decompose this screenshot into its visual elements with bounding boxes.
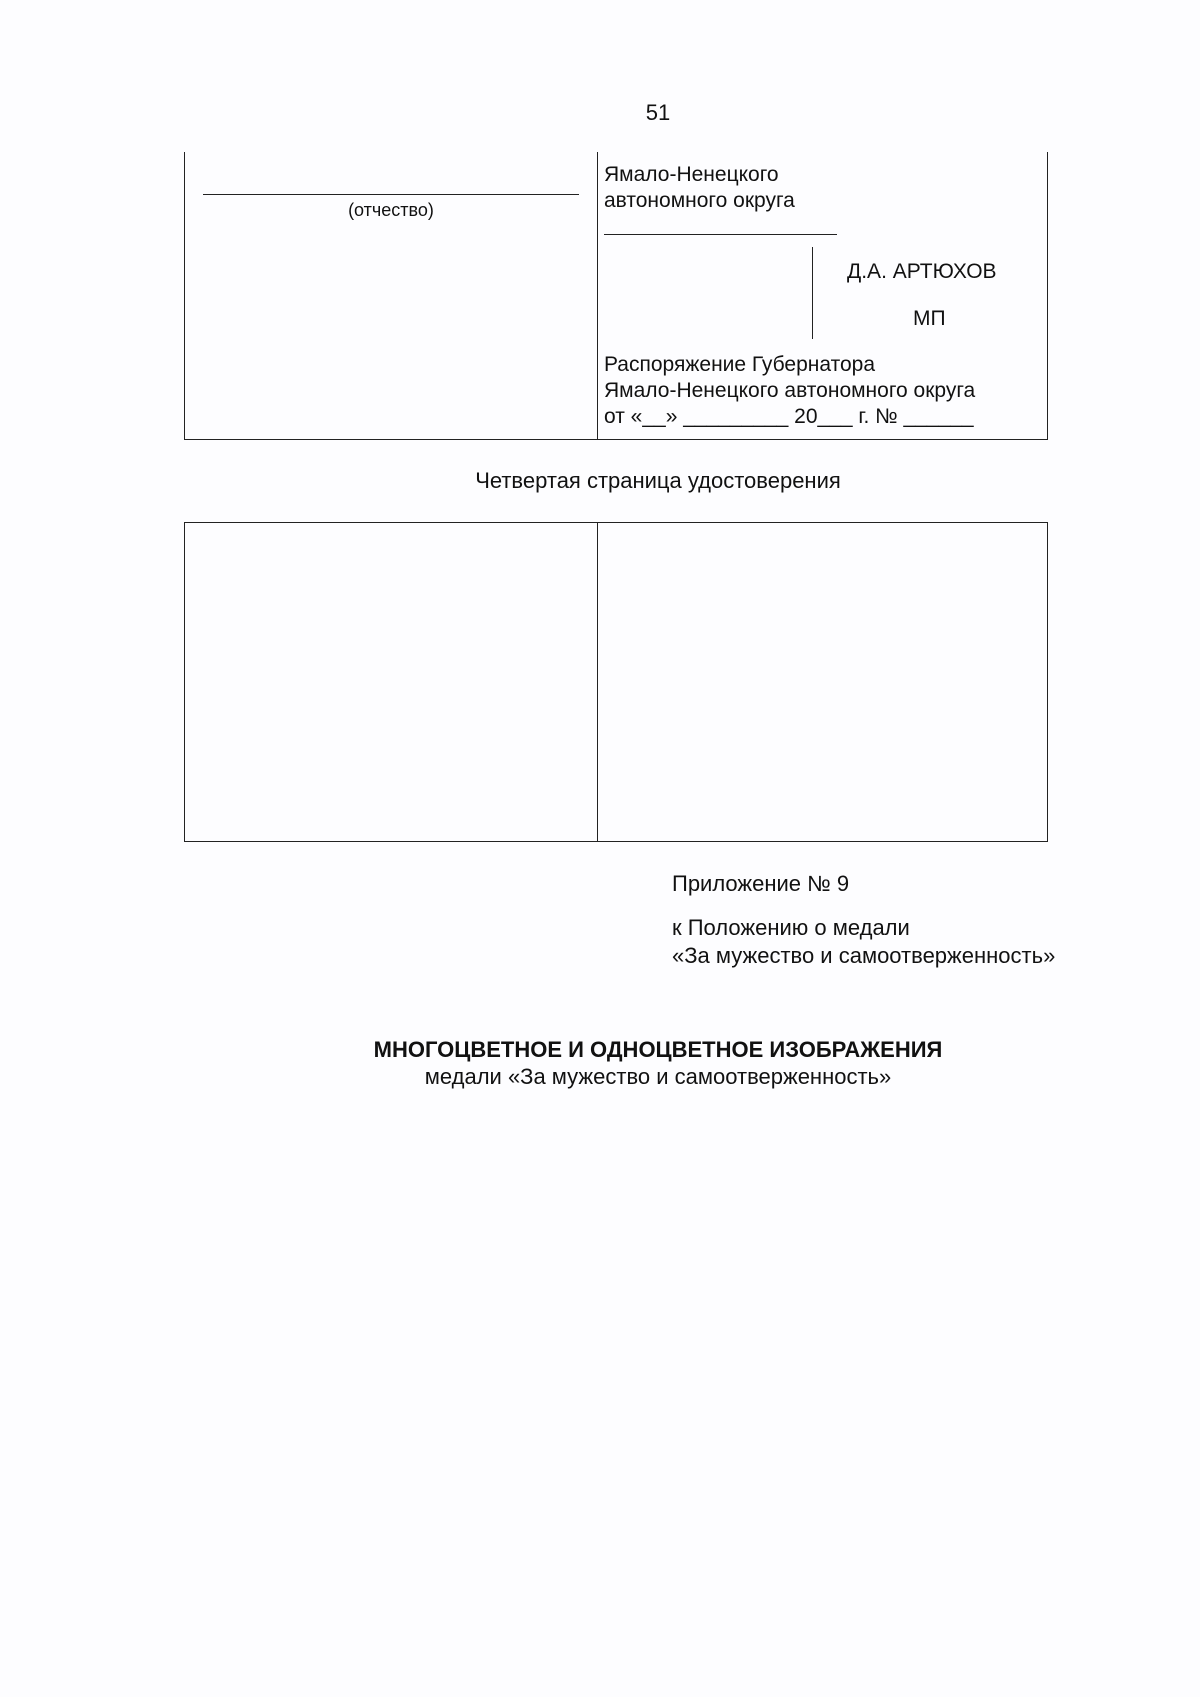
heading-title: МНОГОЦВЕТНОЕ И ОДНОЦВЕТНОЕ ИЗОБРАЖЕНИЯ	[373, 1037, 943, 1062]
region-text	[604, 162, 795, 214]
appendix-block	[672, 870, 1055, 970]
column-divider	[597, 523, 598, 841]
fourth-page-title: Четвертая страница удостоверения	[475, 468, 841, 493]
signature-line	[604, 234, 837, 235]
signer-name: Д.А. АРТЮХОВ	[847, 260, 997, 283]
order-line-1: Распоряжение Губернатора	[604, 353, 876, 376]
region-line-2: автономного округа	[604, 189, 795, 212]
patronymic-caption: (отчество)	[348, 200, 434, 220]
certificate-fourth-page-table	[184, 522, 1048, 842]
appendix-line-2: «За мужество и самоотверженность»	[672, 943, 1056, 968]
appendix-number: Приложение № 9	[672, 871, 850, 896]
patronymic-line	[203, 194, 579, 195]
order-line-3: от «__» _________ 20___ г. № ______	[604, 405, 974, 428]
signature-separator	[812, 247, 813, 339]
order-reference	[604, 352, 975, 430]
region-line-1: Ямало-Ненецкого	[604, 163, 779, 186]
section-heading	[0, 1036, 1200, 1090]
column-divider	[597, 152, 598, 439]
page-number: 51	[645, 100, 671, 125]
heading-subtitle: медали «За мужество и самоотверженность»	[424, 1064, 892, 1089]
certificate-third-page-table	[184, 152, 1048, 440]
stamp-mark: МП	[913, 307, 946, 330]
appendix-line-1: к Положению о медали	[672, 915, 910, 940]
order-line-2: Ямало-Ненецкого автономного округа	[604, 379, 976, 402]
